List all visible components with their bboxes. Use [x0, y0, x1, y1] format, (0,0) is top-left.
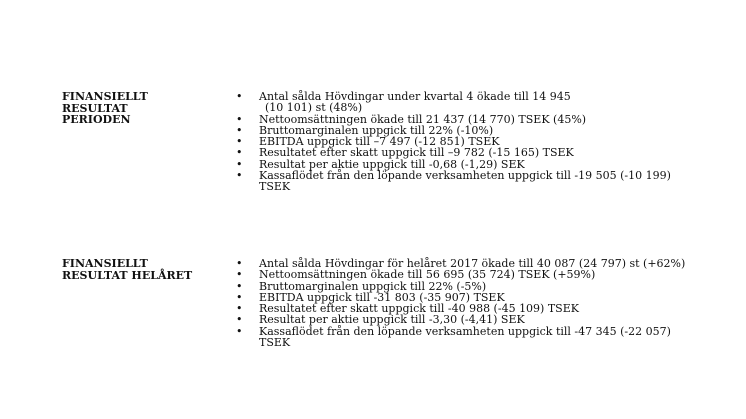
- bullet-text-continuation: TSEK: [259, 336, 291, 350]
- bullet-text: • Antal sålda Hövdingar under kvartal 4 ökade till 14 945: [259, 90, 571, 103]
- section-heading-year: [62, 258, 212, 281]
- section-heading-period: [62, 91, 212, 126]
- bullet-text: • EBITDA uppgick till –7 497 (-12 851) TSEK: [259, 135, 500, 149]
- heading-line: PERIODEN: [62, 113, 131, 126]
- bullet-item: [232, 91, 692, 114]
- bullet-text: • Bruttomarginalen uppgick till 22% (-10%): [259, 123, 494, 137]
- bullet-text: • Bruttomarginalen uppgick till 22% (-5%): [259, 279, 487, 293]
- bullet-item: [232, 269, 692, 280]
- bullet-text: • Kassaflödet från den löpande verksamheten uppgick till -19 505 (-10 199): [259, 169, 671, 183]
- heading-line: FINANSIELLT: [62, 257, 148, 270]
- bullet-text: • Resultatet efter skatt uppgick till –9 782 (-15 165) TSEK: [259, 146, 574, 160]
- bullet-list-year: [232, 258, 692, 348]
- bullet-text: • Resultatet efter skatt uppgick till -40 988 (-45 109) TSEK: [259, 302, 579, 316]
- bullet-item: [232, 326, 692, 349]
- bullet-text: • Nettoomsättningen ökade till 56 695 (35 724) TSEK (+59%): [259, 268, 596, 282]
- bullet-text: • EBITDA uppgick till -31 803 (-35 907) TSEK: [259, 290, 505, 304]
- bullet-text: • Antal sålda Hövdingar för helåret 2017 ökade till 40 087 (24 797) st (+62%): [259, 257, 686, 270]
- heading-line: FINANSIELLT: [62, 90, 148, 103]
- bullet-text-continuation: (10 101) st (48%): [265, 101, 363, 115]
- bullet-text: • Resultat per aktie uppgick till -3,30 (-4,41) SEK: [259, 313, 525, 327]
- heading-line: RESULTAT: [62, 101, 128, 115]
- bullet-list-period: [232, 91, 692, 193]
- bullet-item: [232, 170, 692, 193]
- bullet-text: • Kassaflödet från den löpande verksamheten uppgick till -47 345 (-22 057): [259, 324, 671, 338]
- heading-line: RESULTAT HELÅRET: [62, 268, 193, 282]
- bullet-text: • Nettoomsättningen ökade till 21 437 (14 770) TSEK (45%): [259, 112, 587, 126]
- bullet-text: • Resultat per aktie uppgick till -0,68 (-1,29) SEK: [259, 157, 525, 171]
- bullet-text-continuation: TSEK: [259, 180, 291, 194]
